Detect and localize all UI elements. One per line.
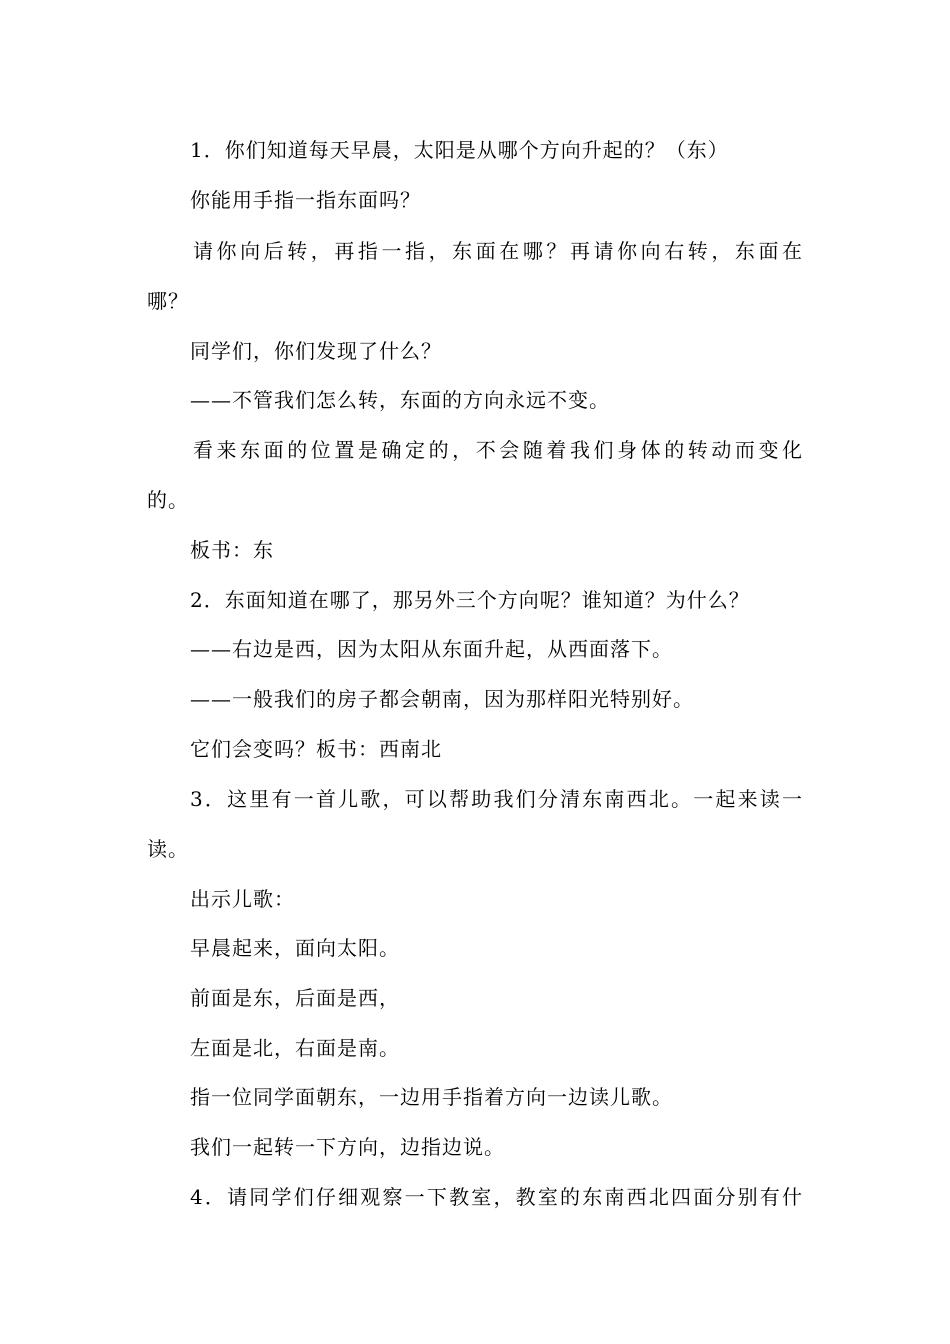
paragraph-line: 的。 xyxy=(147,488,189,512)
paragraph-line: 我们一起转一下方向，边指边说。 xyxy=(190,1135,505,1159)
paragraph-line: 指一位同学面朝东，一边用手指着方向一边读儿歌。 xyxy=(190,1085,673,1109)
paragraph-line: 看来东面的位置是确定的，不会随着我们身体的转动而变化 xyxy=(193,438,803,462)
paragraph-line: 请你向后转，再指一指，东面在哪？再请你向右转，东面在 xyxy=(193,239,803,263)
paragraph-line: 1．你们知道每天早晨，太阳是从哪个方向升起的？（东） xyxy=(190,138,729,162)
paragraph-line: 2．东面知道在哪了，那另外三个方向呢？谁知道？为什么？ xyxy=(190,588,750,612)
paragraph-line: 同学们，你们发现了什么？ xyxy=(190,339,442,363)
paragraph-line: 4．请同学们仔细观察一下教室，教室的东南西北四面分别有什 xyxy=(190,1185,803,1209)
paragraph-line: 读。 xyxy=(147,837,189,861)
paragraph-line: 板书：东 xyxy=(190,538,274,562)
paragraph-line: 左面是北，右面是南。 xyxy=(190,1036,400,1060)
paragraph-line: 你能用手指一指东面吗？ xyxy=(190,188,421,212)
paragraph-line: 早晨起来，面向太阳。 xyxy=(190,936,400,960)
paragraph-line: 哪？ xyxy=(147,289,189,313)
paragraph-line: 它们会变吗？板书：西南北 xyxy=(190,737,442,761)
paragraph-line: 出示儿歌： xyxy=(190,887,295,911)
paragraph-line: ——不管我们怎么转，东面的方向永远不变。 xyxy=(190,388,610,412)
paragraph-line: ——右边是西，因为太阳从东面升起，从西面落下。 xyxy=(190,637,673,661)
paragraph-line: ——一般我们的房子都会朝南，因为那样阳光特别好。 xyxy=(190,687,694,711)
paragraph-line: 3．这里有一首儿歌，可以帮助我们分清东南西北。一起来读一 xyxy=(190,787,803,811)
paragraph-line: 前面是东，后面是西， xyxy=(190,986,400,1010)
